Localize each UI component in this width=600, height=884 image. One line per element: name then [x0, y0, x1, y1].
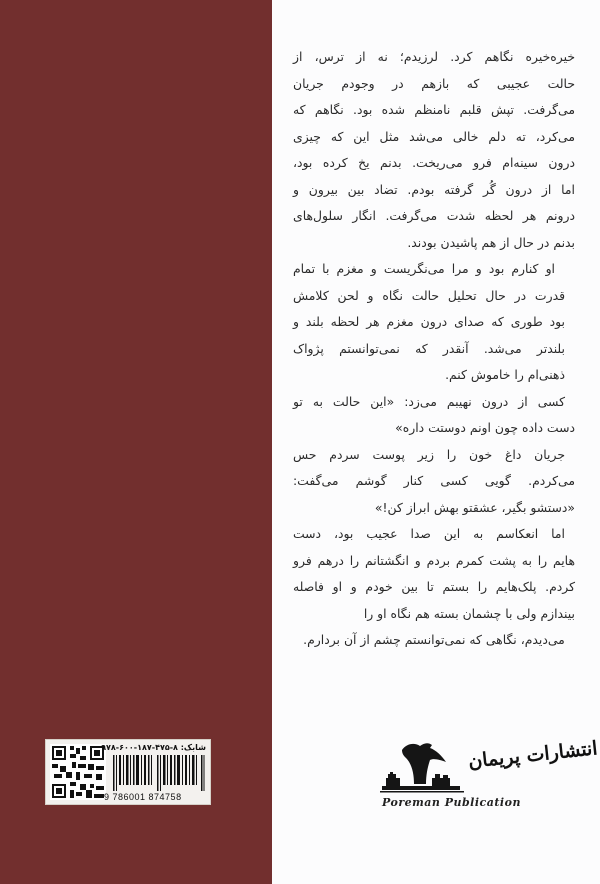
text-line: هایم را به پشت کمرم بردم و انگشتانم را درهم فرو: [293, 552, 575, 568]
publisher-logo: [380, 737, 599, 815]
text-line: می‌کرد، ته دلم خالی می‌شد مثل این که چیزی: [293, 128, 575, 144]
text-line: می‌کردم. گویی کسی کنار گوشم می‌گفت:: [293, 473, 575, 488]
paragraph-1: [293, 44, 575, 256]
city-skyline-icon: [380, 742, 464, 796]
paragraph-2: [293, 256, 575, 389]
isbn-barcode-label: [45, 739, 211, 805]
text-line: کردم. پلک‌هایم را بستم تا بین خودم و او فاصله: [293, 579, 575, 594]
text-line: جریان داغ خون را زیر پوست سردم حس: [293, 446, 565, 462]
isbn-number: شابک: ۸-۴۷۵-۱۸۷-۶۰۰-۹۷۸: [101, 743, 206, 752]
paragraph-4: [293, 442, 575, 522]
text-line: بود طوری که صدای درون مغزم هر لحظه بلند و: [293, 314, 565, 329]
paragraph-5: [293, 521, 575, 627]
text-line: کسی از درون نهیبم می‌زد: «این حالت به تو: [293, 393, 565, 409]
paragraph-3: [293, 389, 575, 442]
text-line: اما انعکاسم به این صدا عجیب بود، دست: [293, 526, 565, 541]
text-line: ذهنی‌ام را خاموش کنم.: [445, 367, 565, 382]
text-line: «دستشو بگیر، عشقتو بهش ابراز کن!»: [374, 499, 575, 515]
text-line: او کنارم بود و مرا می‌نگریست و مغزم با تمام: [293, 261, 555, 276]
barcode-icon: [113, 755, 205, 791]
publisher-name-english: Poreman Publication: [382, 796, 521, 809]
text-line: حالت عجیبی که بازهم در وجودم جریان: [293, 75, 575, 91]
text-line: می‌دیدم، نگاهی که نمی‌توانستم چشم از آن بردارم.: [303, 632, 565, 647]
text-line: خیره‌خیره نگاهم کرد. لرزیدم؛ نه از ترس، از: [293, 49, 575, 64]
text-line: بیندازم ولی با چشمان بسته هم نگاه او را: [363, 605, 575, 621]
text-line: درون سینه‌ام فرو می‌ریخت. بدنم یخ کرده بود،: [293, 155, 575, 170]
text-line: می‌گرفت. تپش قلبم نامنظم شده بود. نگاهم که: [293, 102, 575, 117]
barcode-digits: 9 786001 874758: [104, 792, 182, 802]
text-line: قدرت در حال تحلیل حالت نگاه و لحن کلامش: [293, 287, 565, 303]
text-line: دست داده چون اونم دوستت داره»: [395, 420, 575, 435]
publisher-name-persian: انتشارات پریمان: [467, 737, 599, 773]
text-line: درونم هر لحظه شدت می‌گرفت. انگار سلول‌های: [293, 208, 575, 223]
text-line: بدنم در حال از هم پاشیدن بودند.: [407, 234, 575, 250]
blurb-text: [293, 44, 575, 654]
text-line: اما از درون گُر گرفته بودم. تضاد بین بیرون و: [293, 181, 575, 197]
text-line: بلندتر می‌شد. آنقدر که نمی‌توانستم پژواک: [293, 340, 565, 356]
paragraph-6: [293, 627, 575, 654]
qr-code-icon: [50, 744, 106, 800]
